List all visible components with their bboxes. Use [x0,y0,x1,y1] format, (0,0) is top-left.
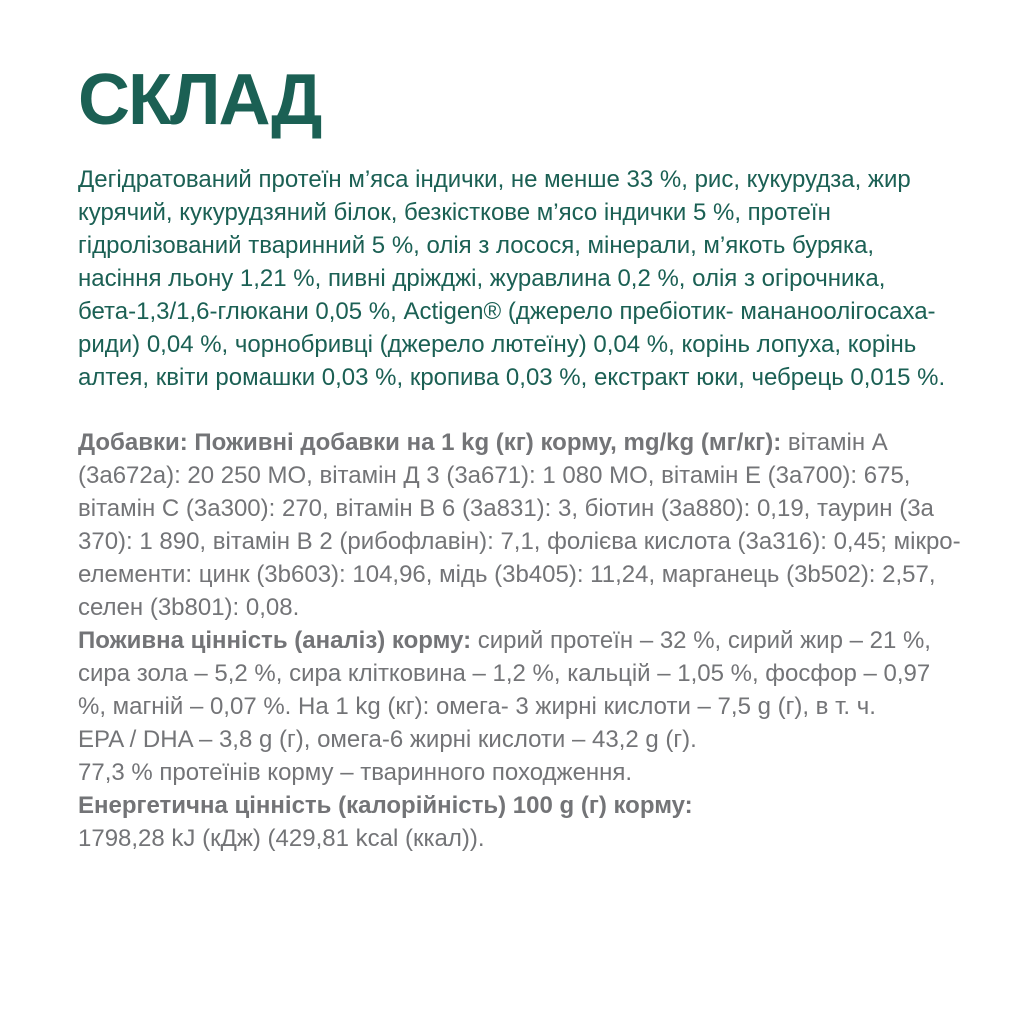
text-line [78,361,994,394]
text-segment: %, магній – 0,07 %. На 1 kg (кг): омега- 3 жирні кислоти – 7,5 g (г), в т. ч. [78,693,876,720]
text-segment: елементи: цинк (3b603): 104,96, мідь (3b405): 11,24, марганець (3b502): 2,57, [78,561,936,588]
text-line [78,196,994,229]
text-segment: (3a672a): 20 250 МО, вітамін Д 3 (3a671): 1 080 МО, вітамін Е (3a700): 675, [78,462,911,489]
text-line [78,558,994,591]
text-segment: бета-1,3/1,6-глюкани 0,05 %, Actigen® (джерело пребіотик- мананоолігосаха- [78,298,936,325]
text-line [78,822,994,855]
text-segment: Добавки: Поживні добавки на 1 kg (кг) корму, mg/kg (мг/кг): [78,429,782,456]
ingredients-paragraph [78,163,994,394]
text-segment: вітамін С (3a300): 270, вітамін В 6 (3a831): 3, біотин (3a880): 0,19, таурин (3a [78,495,934,522]
text-line [78,723,994,756]
text-segment: сира зола – 5,2 %, сира клітковина – 1,2 %, кальцій – 1,05 %, фосфор – 0,97 [78,660,931,687]
text-line [78,657,994,690]
text-segment: алтея, квіти ромашки 0,03 %, кропива 0,03 %, екстракт юки, чебрець 0,015 %. [78,364,946,391]
text-line [78,262,994,295]
text-segment: Дегідратований протеїн м’яса індички, не менше 33 %, рис, кукурудза, жир [78,166,911,193]
text-line [78,591,994,624]
text-line [78,624,994,657]
text-segment: риди) 0,04 %, чорнобривці (джерело лютеїну) 0,04 %, корінь лопуха, корінь [78,331,917,358]
text-line [78,789,994,822]
text-segment: Енергетична цінність (калорійність) 100 g (г) корму: [78,792,693,819]
text-segment: вітамін А [781,429,888,456]
text-segment: 1798,28 kJ (кДж) (429,81 kcal (ккал)). [78,825,485,852]
text-segment: 77,3 % протеїнів корму – тваринного походження. [78,759,633,786]
text-segment: EPA / DHA – 3,8 g (г), омега-6 жирні кислоти – 43,2 g (г). [78,726,697,753]
text-segment: насіння льону 1,21 %, пивні дріжджі, журавлина 0,2 %, олія з огірочника, [78,265,886,292]
text-line [78,426,994,459]
text-segment: гідролізований тваринний 5 %, олія з лосося, мінерали, м’якоть буряка, [78,232,875,259]
text-segment: курячий, кукурудзяний білок, безкісткове м’ясо індички 5 %, протеїн [78,199,831,226]
text-segment: селен (3b801): 0,08. [78,594,300,621]
text-segment: 370): 1 890, вітамін В 2 (рибофлавін): 7,1, фолієва кислота (3a316): 0,45; мікро- [78,528,961,555]
page-title: СКЛАД [78,60,321,140]
text-line [78,163,994,196]
text-line [78,459,994,492]
text-segment: сирий протеїн – 32 %, сирий жир – 21 %, [471,627,931,654]
text-line [78,492,994,525]
additives-nutrition-paragraph [78,426,994,855]
text-line [78,229,994,262]
text-line [78,756,994,789]
text-segment: Поживна цінність (аналіз) корму: [78,627,472,654]
text-line [78,295,994,328]
text-line [78,328,994,361]
text-line [78,690,994,723]
text-line [78,525,994,558]
